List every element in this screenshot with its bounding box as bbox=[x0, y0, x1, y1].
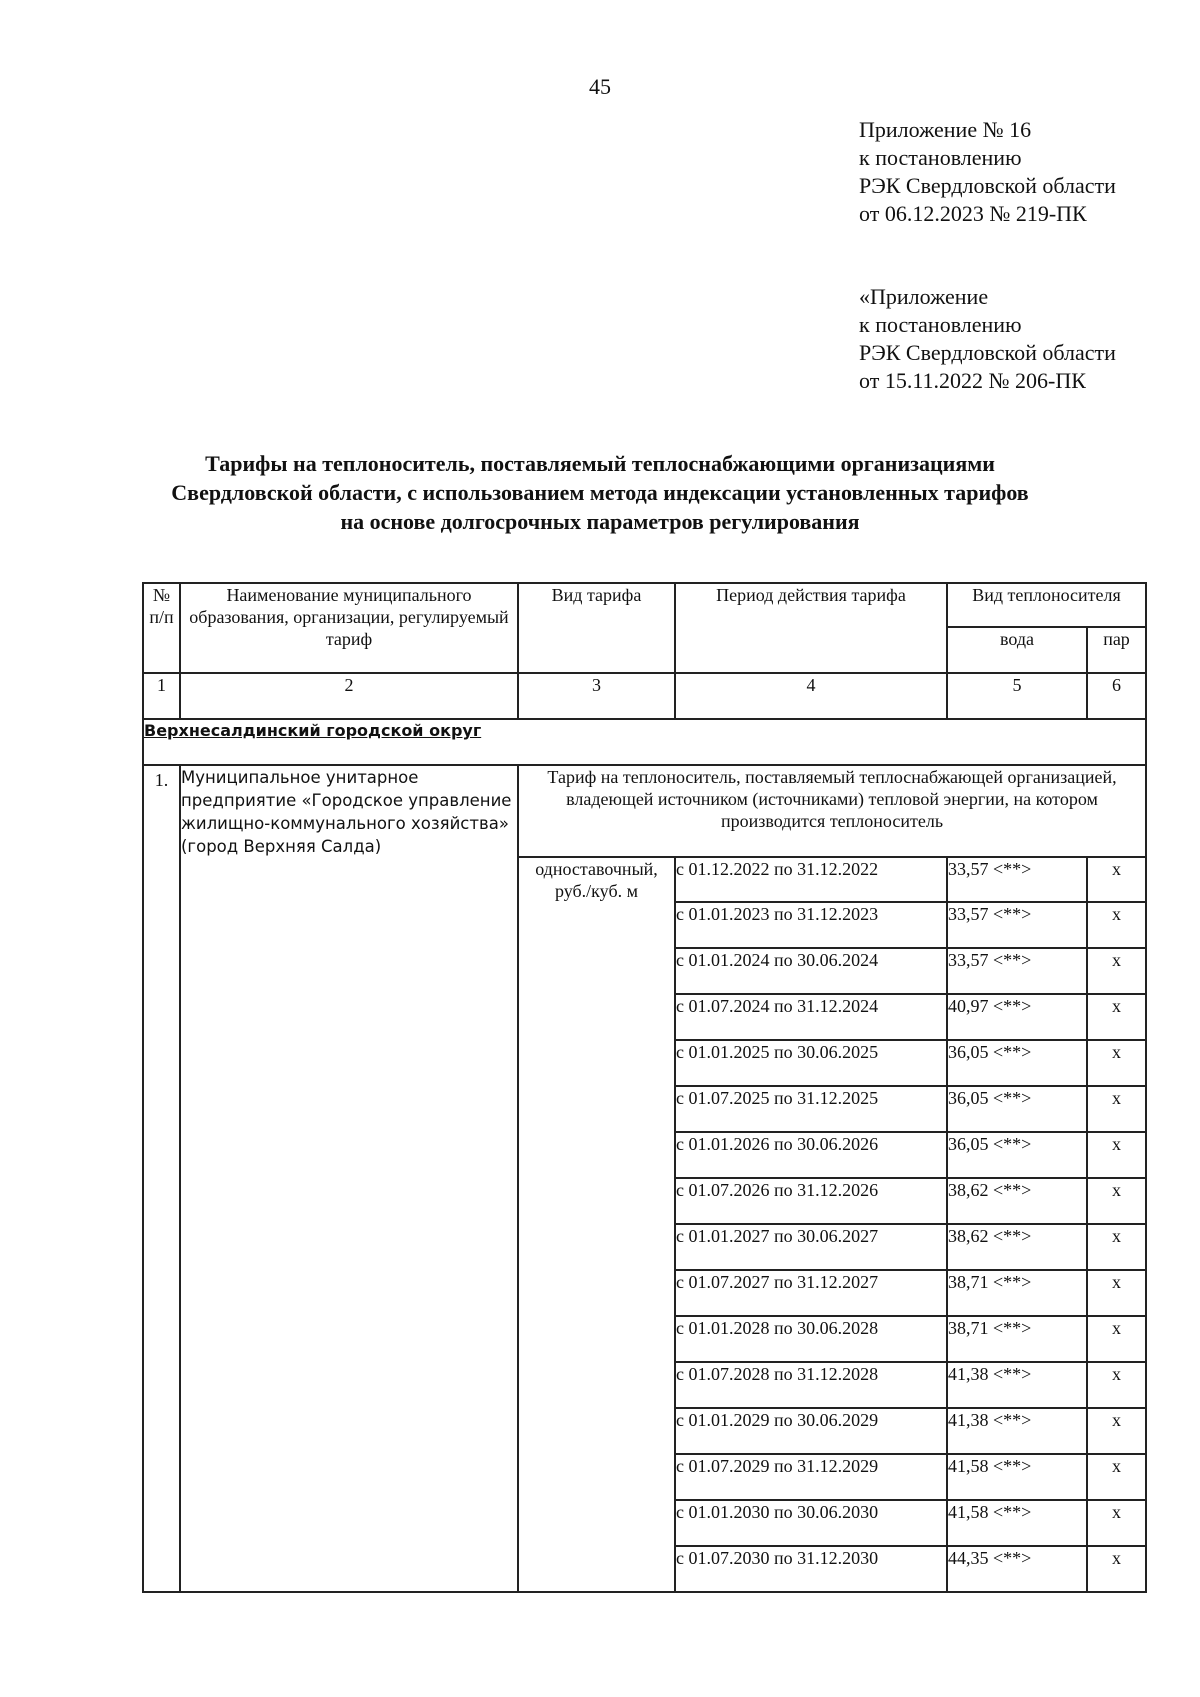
period-cell: с 01.01.2028 по 30.06.2028 bbox=[675, 1316, 947, 1362]
tariff-notice: Тариф на теплоноситель, поставляемый теплоснабжающей организацией, владеющей источником (источниками) тепловой энергии, на котором производится теплоноситель bbox=[518, 765, 1146, 857]
steam-value: х bbox=[1087, 948, 1146, 994]
period-cell: с 01.07.2029 по 31.12.2029 bbox=[675, 1454, 947, 1500]
water-value: 38,71 <**> bbox=[947, 1270, 1087, 1316]
steam-value: х bbox=[1087, 1132, 1146, 1178]
tariff-type: одноставочный, руб./куб. м bbox=[518, 857, 675, 1592]
annex-current-line: к постановлению bbox=[859, 145, 1022, 170]
annex-original-line: РЭК Свердловской области bbox=[859, 340, 1116, 365]
period-cell: с 01.01.2025 по 30.06.2025 bbox=[675, 1040, 947, 1086]
water-value: 44,35 <**> bbox=[947, 1546, 1087, 1592]
period-cell: с 01.07.2030 по 31.12.2030 bbox=[675, 1546, 947, 1592]
steam-value: х bbox=[1087, 902, 1146, 948]
water-value: 33,57 <**> bbox=[947, 948, 1087, 994]
organization-name: Муниципальное унитарное предприятие «Городское управление жилищно-коммунального хозяйства» (город Верхняя Салда) bbox=[180, 765, 518, 1592]
steam-value: х bbox=[1087, 1178, 1146, 1224]
period-cell: с 01.01.2024 по 30.06.2024 bbox=[675, 948, 947, 994]
annex-original-line: от 15.11.2022 № 206-ПК bbox=[859, 368, 1086, 393]
steam-value: х bbox=[1087, 1362, 1146, 1408]
steam-value: х bbox=[1087, 1270, 1146, 1316]
steam-value: х bbox=[1087, 1454, 1146, 1500]
period-cell: с 01.01.2027 по 30.06.2027 bbox=[675, 1224, 947, 1270]
water-value: 33,57 <**> bbox=[947, 902, 1087, 948]
header-tariff-type: Вид тарифа bbox=[518, 583, 675, 673]
header-num: № п/п bbox=[143, 583, 180, 673]
title-line: Свердловской области, с использованием метода индексации установленных тарифов bbox=[171, 480, 1029, 505]
header-name: Наименование муниципального образования, организации, регулируемый тариф bbox=[180, 583, 518, 673]
entry-num: 1. bbox=[143, 765, 180, 1592]
water-value: 41,58 <**> bbox=[947, 1500, 1087, 1546]
water-value: 38,71 <**> bbox=[947, 1316, 1087, 1362]
water-value: 33,57 <**> bbox=[947, 857, 1087, 902]
annex-current bbox=[859, 116, 1116, 228]
steam-value: х bbox=[1087, 994, 1146, 1040]
water-value: 41,38 <**> bbox=[947, 1362, 1087, 1408]
column-number: 6 bbox=[1087, 673, 1146, 719]
column-number: 1 bbox=[143, 673, 180, 719]
title-line: на основе долгосрочных параметров регулирования bbox=[340, 509, 860, 534]
steam-value: х bbox=[1087, 1546, 1146, 1592]
water-value: 38,62 <**> bbox=[947, 1224, 1087, 1270]
header-period: Период действия тарифа bbox=[675, 583, 947, 673]
header-steam: пар bbox=[1087, 627, 1146, 673]
period-cell: с 01.01.2023 по 31.12.2023 bbox=[675, 902, 947, 948]
section-heading: Верхнесалдинский городской округ bbox=[143, 719, 1146, 765]
water-value: 38,62 <**> bbox=[947, 1178, 1087, 1224]
document-title bbox=[0, 449, 1200, 536]
period-cell: с 01.12.2022 по 31.12.2022 bbox=[675, 857, 947, 902]
water-value: 41,58 <**> bbox=[947, 1454, 1087, 1500]
period-cell: с 01.07.2025 по 31.12.2025 bbox=[675, 1086, 947, 1132]
column-number: 4 bbox=[675, 673, 947, 719]
header-carrier: Вид теплоносителя bbox=[947, 583, 1146, 627]
annex-current-line: РЭК Свердловской области bbox=[859, 173, 1116, 198]
annex-current-line: от 06.12.2023 № 219-ПК bbox=[859, 201, 1087, 226]
annex-original-line: к постановлению bbox=[859, 312, 1022, 337]
steam-value: х bbox=[1087, 857, 1146, 902]
steam-value: х bbox=[1087, 1040, 1146, 1086]
period-cell: с 01.07.2027 по 31.12.2027 bbox=[675, 1270, 947, 1316]
period-cell: с 01.01.2026 по 30.06.2026 bbox=[675, 1132, 947, 1178]
tariff-table bbox=[142, 582, 1147, 1593]
title-line: Тарифы на теплоноситель, поставляемый теплоснабжающими организациями bbox=[205, 451, 995, 476]
annex-original bbox=[859, 283, 1116, 395]
column-number: 5 bbox=[947, 673, 1087, 719]
water-value: 36,05 <**> bbox=[947, 1040, 1087, 1086]
column-number: 2 bbox=[180, 673, 518, 719]
steam-value: х bbox=[1087, 1224, 1146, 1270]
period-cell: с 01.07.2028 по 31.12.2028 bbox=[675, 1362, 947, 1408]
water-value: 40,97 <**> bbox=[947, 994, 1087, 1040]
annex-current-line: Приложение № 16 bbox=[859, 117, 1032, 142]
period-cell: с 01.01.2029 по 30.06.2029 bbox=[675, 1408, 947, 1454]
page-number: 45 bbox=[589, 74, 611, 99]
steam-value: х bbox=[1087, 1086, 1146, 1132]
annex-original-line: «Приложение bbox=[859, 284, 989, 309]
column-number-row bbox=[143, 673, 1146, 719]
water-value: 41,38 <**> bbox=[947, 1408, 1087, 1454]
header-water: вода bbox=[947, 627, 1087, 673]
period-cell: с 01.07.2024 по 31.12.2024 bbox=[675, 994, 947, 1040]
column-number: 3 bbox=[518, 673, 675, 719]
period-cell: с 01.07.2026 по 31.12.2026 bbox=[675, 1178, 947, 1224]
steam-value: х bbox=[1087, 1408, 1146, 1454]
period-cell: с 01.01.2030 по 30.06.2030 bbox=[675, 1500, 947, 1546]
steam-value: х bbox=[1087, 1500, 1146, 1546]
water-value: 36,05 <**> bbox=[947, 1132, 1087, 1178]
water-value: 36,05 <**> bbox=[947, 1086, 1087, 1132]
steam-value: х bbox=[1087, 1316, 1146, 1362]
